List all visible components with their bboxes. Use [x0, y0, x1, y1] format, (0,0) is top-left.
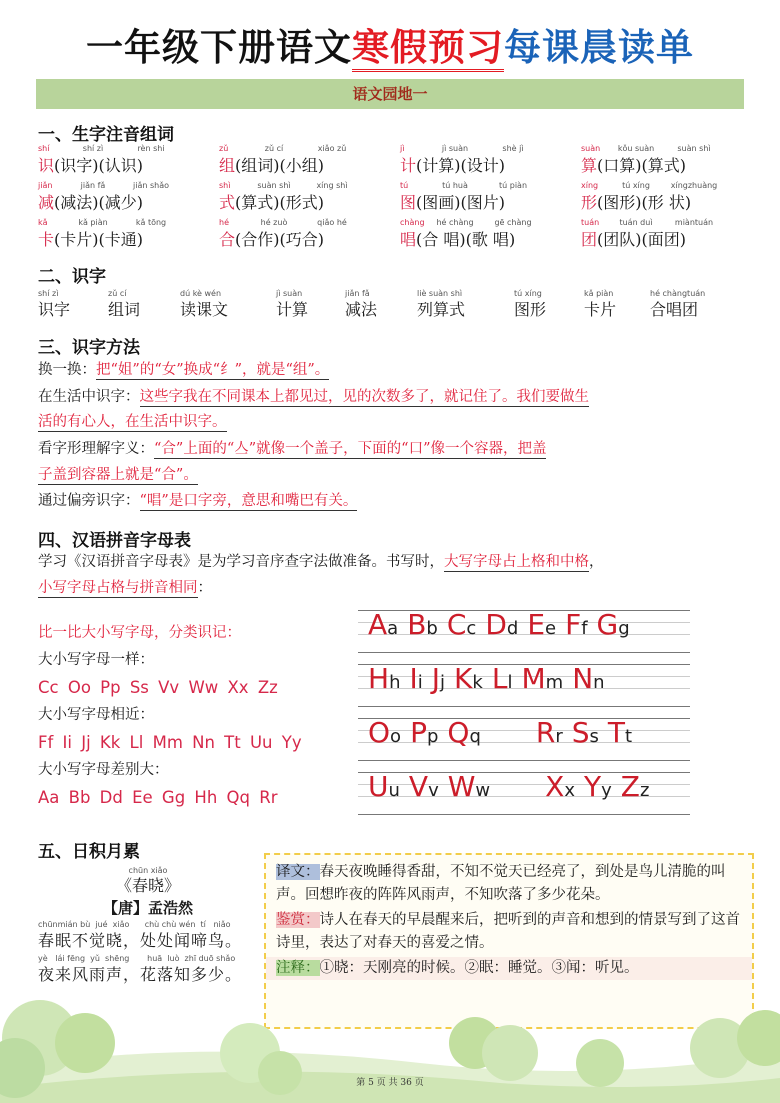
uppercase-letter: Z: [620, 770, 640, 803]
translation: [276, 861, 742, 907]
key-pinyin: xíng: [581, 181, 599, 190]
method-shape: [38, 439, 546, 459]
word2: 图片: [466, 193, 499, 212]
word1-pinyin: kǒu suàn: [617, 144, 655, 153]
letter-pair: [565, 608, 587, 642]
lowercase-letter: d: [506, 618, 519, 639]
appreciation: [276, 909, 742, 955]
word2: 巧合: [285, 230, 318, 249]
key-pinyin: tuán: [581, 218, 600, 227]
literacy-word: [514, 289, 546, 321]
uppercase-letter: Q: [447, 716, 470, 749]
group-letters: Ff Ii Jj Kk Ll Mm Nn Tt Uu Yy: [38, 733, 302, 752]
word-pinyin: tú xíng: [514, 289, 542, 298]
word2: 设计: [466, 156, 499, 175]
key-pinyin: tú: [400, 181, 409, 190]
word1-pinyin: tú xíng: [622, 181, 650, 190]
letter-pair: [407, 608, 438, 642]
word2-pinyin: rèn shi: [137, 144, 165, 153]
letter-pair: [368, 662, 400, 696]
lowercase-letter: r: [555, 726, 563, 747]
new-characters-grid: [38, 144, 768, 255]
letter-pair: [448, 770, 490, 804]
method-text: 子盖到容器上就是“合”。: [38, 467, 198, 483]
uppercase-letter: J: [431, 662, 441, 695]
key-pinyin: kǎ: [38, 218, 48, 227]
key-pinyin: shì: [219, 181, 231, 190]
key-character: 计: [400, 156, 417, 175]
lowercase-letter: v: [428, 780, 439, 801]
lowercase-letter: s: [589, 726, 599, 747]
lowercase-letter: x: [564, 780, 575, 801]
comma: ，: [589, 554, 604, 570]
annotation-label: 注释：: [276, 960, 320, 976]
word2-pinyin: xíngzhuàng: [670, 181, 718, 190]
letter-pair: [521, 662, 563, 696]
lowercase-letter: u: [388, 780, 400, 801]
lowercase-letter: h: [389, 672, 401, 693]
appreciation-label: 鉴赏：: [276, 912, 320, 928]
character-entry: xíng tú xíng xíngzhuàng 形(图形)(形 状): [581, 181, 762, 218]
word1-pinyin: jì suàn: [441, 144, 469, 153]
translation-text: 春天夜晚睡得香甜，不知不觉天已经亮了，到处是鸟儿清脆的叫声。回想昨夜的阵阵风雨声，不知吹落了多少花朵。: [276, 864, 726, 903]
word-characters: 识字: [38, 300, 71, 319]
word-pinyin: dú kè wén: [180, 289, 222, 298]
literacy-word: [108, 289, 140, 321]
uppercase-letter: C: [446, 608, 467, 641]
uppercase-letter: W: [447, 770, 476, 803]
word-characters: 计算: [276, 300, 309, 319]
compare-title: 比一比大小写字母，分类识记：: [38, 625, 241, 641]
letter-pair: [584, 770, 612, 804]
word1-pinyin: hé chàng: [436, 218, 474, 227]
word2: 算式: [647, 156, 680, 175]
character-row: [38, 144, 768, 181]
word1-pinyin: suàn shì: [257, 181, 291, 190]
letter-pair: [621, 770, 650, 804]
character-entry: hé hé zuò qiǎo hé 合(合作)(巧合): [219, 218, 400, 255]
character-row: [38, 218, 768, 255]
uppercase-letter: B: [407, 608, 427, 641]
word-characters: 合唱团: [650, 300, 699, 319]
lowercase-letter: y: [601, 780, 612, 801]
word1: 组词: [241, 156, 274, 175]
poem: [38, 866, 258, 985]
word1-pinyin: tú huà: [442, 181, 468, 190]
intro-text: 学习《汉语拼音字母表》是为学习音序查字法做准备。书写时，: [38, 554, 444, 570]
key-character: 形: [581, 193, 598, 212]
lowercase-letter: z: [639, 780, 650, 801]
poem-title: 《春晓》: [115, 876, 180, 895]
lowercase-rule: 小写字母占格与拼音相同: [38, 580, 198, 596]
word2-pinyin: jiǎn shǎo: [133, 181, 169, 190]
group-letters: Aa Bb Dd Ee Gg Hh Qq Rr: [38, 788, 278, 807]
word-characters: 组词: [108, 300, 141, 319]
uppercase-letter: M: [521, 662, 546, 695]
word2-pinyin: xíng shì: [316, 181, 348, 190]
method-text: 把“姐”的“女”换成“纟”，就是“组”。: [96, 362, 330, 378]
uppercase-letter: N: [572, 662, 594, 695]
key-character: 唱: [400, 230, 417, 249]
key-pinyin: zǔ: [219, 144, 229, 153]
word2: 形 状: [647, 193, 685, 212]
letter-pair: [527, 608, 556, 642]
alphabet-intro: [38, 552, 604, 572]
uppercase-letter: P: [410, 716, 427, 749]
word-pinyin: jì suàn: [276, 289, 303, 298]
word1-pinyin: tuán duì: [619, 218, 653, 227]
method-shape-cont: [38, 465, 198, 485]
lowercase-letter: m: [545, 672, 564, 693]
literacy-word: [650, 289, 705, 321]
poem-line-pinyin: yè lái fēng yǔ shēng huā luò zhī duō shǎo: [38, 954, 236, 963]
method-radical: [38, 491, 357, 511]
word1: 图画: [422, 193, 455, 212]
word1: 算式: [241, 193, 274, 212]
lowercase-letter: w: [475, 780, 491, 801]
word1: 合 唱: [422, 230, 460, 249]
section2-heading: 二、识字: [38, 267, 106, 287]
word1-pinyin: jiǎn fǎ: [80, 181, 106, 190]
letter-pair: [454, 662, 483, 696]
section1-heading: 一、生字注音组词: [38, 125, 174, 145]
word1: 减法: [60, 193, 93, 212]
key-character: 式: [219, 193, 236, 212]
method-text: 这些字我在不同课本上都见过，见的次数多了，就记住了。我们要做生: [139, 389, 589, 405]
word-characters: 列算式: [417, 300, 466, 319]
uppercase-letter: A: [368, 608, 388, 641]
word1: 计算: [422, 156, 455, 175]
key-pinyin: jì: [400, 144, 405, 153]
page-title: [0, 22, 780, 74]
lowercase-letter: k: [472, 672, 483, 693]
lowercase-letter: l: [507, 672, 513, 693]
letter-pair: [485, 608, 518, 642]
method-label: 在生活中识字：: [38, 389, 140, 405]
lowercase-letter: i: [417, 672, 423, 693]
word2-pinyin: qiǎo hé: [317, 218, 347, 227]
poem-line-pinyin: chūnmián bù jué xiǎo chù chù wén tí niǎo: [38, 920, 231, 929]
translation-label: 译文：: [276, 864, 320, 880]
word-characters: 读课文: [180, 300, 229, 319]
uppercase-letter: F: [565, 608, 582, 641]
method-daily-life: [38, 387, 589, 407]
character-entry: shí shí zì rèn shi 识(识字)(认识): [38, 144, 219, 181]
section5-heading: 五、日积月累: [38, 842, 140, 862]
annotation-text: ①晓：天刚亮的时候。②眠：睡觉。③闻：听见。: [319, 960, 639, 976]
group-label: 大小写字母差别大：: [38, 762, 169, 778]
key-character: 合: [219, 230, 236, 249]
letter-pair: [409, 662, 422, 696]
word1: 卡片: [60, 230, 93, 249]
uppercase-letter: G: [596, 608, 619, 641]
letter-pair: [409, 770, 439, 804]
word2: 认识: [104, 156, 137, 175]
lowercase-letter: o: [390, 726, 402, 747]
key-pinyin: hé: [219, 218, 229, 227]
uppercase-letter: D: [485, 608, 507, 641]
word1-pinyin: shí zì: [82, 144, 104, 153]
letter-pair: [572, 716, 599, 750]
uppercase-letter: K: [454, 662, 473, 695]
poem-author: 【唐】孟浩然: [102, 899, 193, 917]
character-entry: jì jì suàn shè jì 计(计算)(设计): [400, 144, 581, 181]
alphabet-row: [358, 660, 690, 714]
lowercase-letter: p: [426, 726, 439, 747]
key-character: 图: [400, 193, 417, 212]
word-pinyin: liè suàn shì: [417, 289, 463, 298]
word-characters: 图形: [514, 300, 547, 319]
character-entry: chàng hé chàng gē chàng 唱(合 唱)(歌 唱): [400, 218, 581, 255]
method-swap: [38, 360, 329, 380]
letter-pair: [432, 662, 445, 696]
word2: 形式: [285, 193, 318, 212]
alphabet-intro-cont: [38, 578, 212, 598]
word2: 歌 唱: [471, 230, 509, 249]
alphabet-chart: [358, 606, 690, 821]
uppercase-letter: L: [491, 662, 508, 695]
character-entry: tú tú huà tú piàn 图(图画)(图片): [400, 181, 581, 218]
letter-pair: [447, 716, 480, 750]
method-text: “唱”是口字旁，意思和嘴巴有关。: [139, 493, 358, 509]
lowercase-letter: a: [387, 618, 399, 639]
key-character: 团: [581, 230, 598, 249]
letter-pair: [368, 716, 401, 750]
letter-pair: [536, 716, 563, 750]
unit-banner: 语文园地一: [36, 79, 744, 109]
literacy-word: [417, 289, 465, 321]
character-entry: jiǎn jiǎn fǎ jiǎn shǎo 减(减法)(减少): [38, 181, 219, 218]
word2: 减少: [104, 193, 137, 212]
literacy-word: [584, 289, 616, 321]
lowercase-letter: j: [440, 672, 446, 693]
alphabet-row: [358, 606, 690, 660]
uppercase-rule: 大写字母占上格和中格: [444, 554, 589, 570]
word1: 合作: [241, 230, 274, 249]
letter-pair: [597, 608, 630, 642]
word2-pinyin: shè jì: [502, 144, 524, 153]
key-character: 减: [38, 193, 55, 212]
lowercase-letter: t: [625, 726, 633, 747]
key-character: 算: [581, 156, 598, 175]
word1-pinyin: zǔ cí: [264, 144, 284, 153]
uppercase-letter: Y: [584, 770, 602, 803]
uppercase-letter: R: [535, 716, 556, 749]
word-pinyin: jiǎn fǎ: [345, 289, 370, 298]
word-pinyin: kǎ piàn: [584, 289, 614, 298]
word2-pinyin: miàntuán: [674, 218, 714, 227]
letter-pair: [492, 662, 513, 696]
key-pinyin: shí: [38, 144, 50, 153]
uppercase-letter: I: [409, 662, 418, 695]
uppercase-letter: X: [545, 770, 565, 803]
character-entry: kǎ kǎ piàn kǎ tōng 卡(卡片)(卡通): [38, 218, 219, 255]
lowercase-letter: g: [618, 618, 630, 639]
uppercase-letter: S: [571, 716, 590, 749]
word1: 口算: [603, 156, 636, 175]
page-number: 第 5 页 共 36 页: [356, 1078, 424, 1088]
key-character: 组: [219, 156, 236, 175]
character-entry: zǔ zǔ cí xiǎo zǔ 组(组词)(小组): [219, 144, 400, 181]
word2-pinyin: suàn shì: [677, 144, 711, 153]
lowercase-letter: c: [466, 618, 477, 639]
letter-pair: [608, 716, 632, 750]
appreciation-text: 诗人在春天的早晨醒来后，把听到的声音和想到的情景写到了这首诗里，表达了对春天的喜爱之情。: [276, 912, 740, 951]
character-entry: tuán tuán duì miàntuán 团(团队)(面团): [581, 218, 762, 255]
key-pinyin: jiǎn: [38, 181, 53, 190]
word2: 面团: [647, 230, 680, 249]
lowercase-letter: f: [581, 618, 588, 639]
word-pinyin: shí zì: [38, 289, 59, 298]
literacy-word: [276, 289, 308, 321]
literacy-word: [180, 289, 228, 321]
literacy-word: [38, 289, 70, 321]
method-daily-life-cont: [38, 412, 227, 432]
letter-comparison: [38, 620, 338, 812]
title-part-reading: 每课晨读单: [504, 26, 694, 69]
character-entry: shì suàn shì xíng shì 式(算式)(形式): [219, 181, 400, 218]
word1: 图形: [603, 193, 636, 212]
colon: ：: [197, 580, 212, 596]
word1: 团队: [603, 230, 636, 249]
character-row: [38, 181, 768, 218]
lowercase-letter: q: [469, 726, 481, 747]
word-characters: 减法: [345, 300, 378, 319]
uppercase-letter: H: [368, 662, 390, 695]
word2: 卡通: [104, 230, 137, 249]
uppercase-letter: E: [527, 608, 546, 641]
method-label: 看字形理解字义：: [38, 441, 154, 457]
section3-heading: 三、识字方法: [38, 338, 140, 358]
poem-line: 春眠不觉晓，处处闻啼鸟。: [38, 931, 243, 950]
title-part-grade: 一年级下册语文: [86, 26, 352, 69]
character-entry: suàn kǒu suàn suàn shì 算(口算)(算式): [581, 144, 762, 181]
letter-pair: [368, 770, 400, 804]
word2-pinyin: xiǎo zǔ: [317, 144, 347, 153]
annotation: [266, 957, 752, 980]
word2-pinyin: tú piàn: [498, 181, 528, 190]
letter-pair: [572, 662, 604, 696]
method-text: 活的有心人，在生活中识字。: [38, 414, 227, 430]
method-label: 换一换：: [38, 362, 96, 378]
uppercase-letter: O: [368, 716, 391, 749]
lowercase-letter: e: [545, 618, 557, 639]
group-letters: Cc Oo Pp Ss Vv Ww Xx Zz: [38, 678, 278, 697]
lowercase-letter: n: [593, 672, 605, 693]
word1-pinyin: kǎ piàn: [78, 218, 108, 227]
key-character: 识: [38, 156, 55, 175]
letter-pair: [410, 716, 438, 750]
word1-pinyin: hé zuò: [260, 218, 288, 227]
poem-line: 夜来风雨声，花落知多少。: [38, 965, 243, 984]
word-characters: 卡片: [584, 300, 617, 319]
key-character: 卡: [38, 230, 55, 249]
literacy-word: [345, 289, 377, 321]
letter-pair: [368, 608, 398, 642]
title-part-preview: 寒假预习: [352, 26, 504, 72]
word2-pinyin: gē chàng: [494, 218, 532, 227]
uppercase-letter: U: [368, 770, 389, 803]
letter-pair: [545, 770, 575, 804]
alphabet-row: [358, 768, 690, 822]
uppercase-letter: T: [607, 716, 626, 749]
method-text: “合”上面的“亼”就像一个盖子，下面的“口”像一个容器，把盖: [154, 441, 547, 457]
section4-heading: 四、汉语拼音字母表: [38, 531, 191, 551]
lowercase-letter: b: [426, 618, 438, 639]
group-label: 大小写字母一样：: [38, 652, 154, 668]
word-pinyin: zǔ cí: [108, 289, 127, 298]
key-pinyin: chàng: [400, 218, 425, 227]
group-label: 大小写字母相近：: [38, 707, 154, 723]
letter-pair: [447, 608, 476, 642]
uppercase-letter: V: [408, 770, 429, 803]
key-pinyin: suàn: [581, 144, 601, 153]
word2: 小组: [285, 156, 318, 175]
alphabet-row: [358, 714, 690, 768]
word2-pinyin: kǎ tōng: [135, 218, 167, 227]
word-pinyin: hé chàngtuán: [650, 289, 706, 298]
word1: 识字: [60, 156, 93, 175]
poem-title-pinyin: chūn xiǎo: [128, 866, 168, 875]
method-label: 通过偏旁识字：: [38, 493, 140, 509]
